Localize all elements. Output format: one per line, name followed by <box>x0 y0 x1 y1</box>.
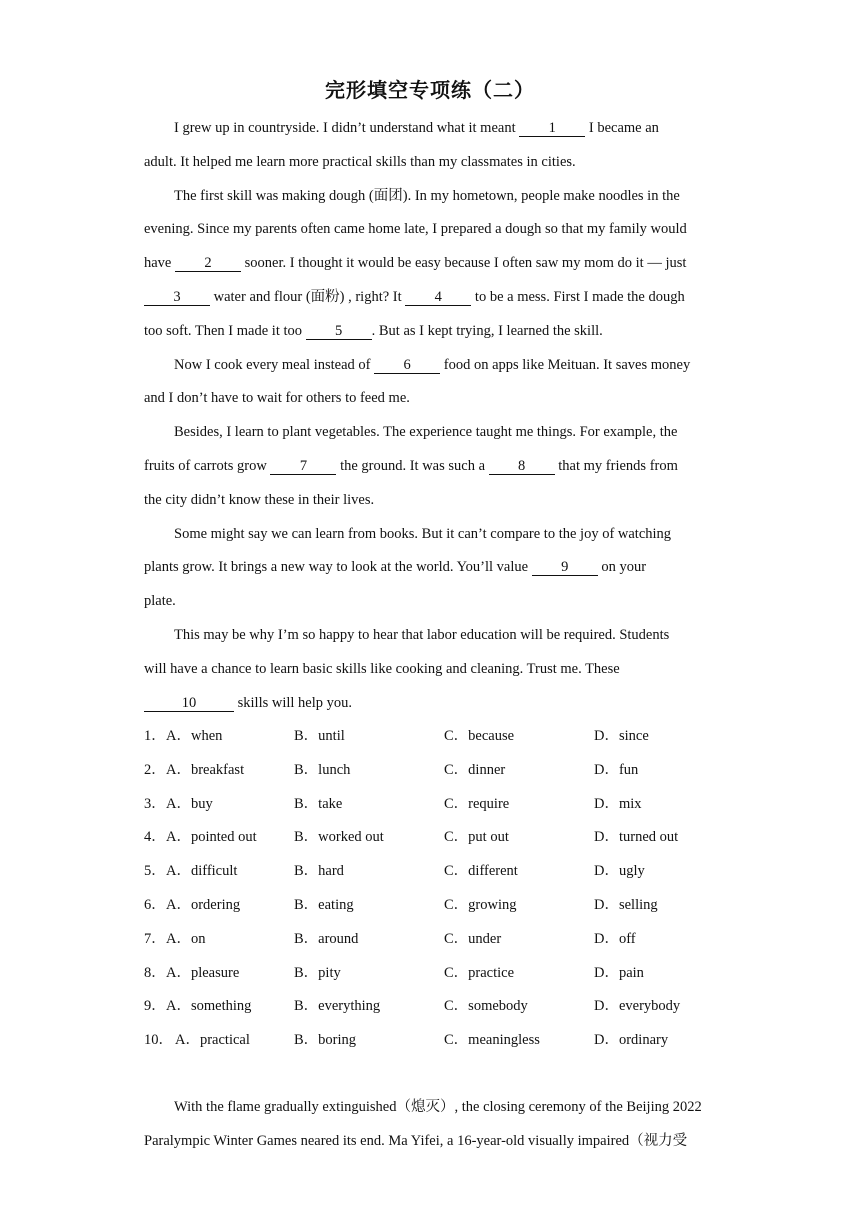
passage-line <box>174 625 669 645</box>
passage-text: I grew up in countryside. I didn’t understand what it meant <box>174 120 520 136</box>
passage-line <box>144 321 603 341</box>
answer-blank-8: 8 <box>489 458 555 475</box>
question-number: 2． <box>144 761 166 778</box>
option-d: D．pain <box>594 964 644 981</box>
option-c: C．dinner <box>444 761 506 778</box>
passage-line <box>174 355 690 375</box>
option-d: D．ordinary <box>594 1032 669 1049</box>
option-c: C．under <box>444 930 502 947</box>
option-c: C．meaningless <box>444 1032 540 1049</box>
option-a: A．on <box>166 930 206 947</box>
passage-text: the city didn’t know these in their lives. <box>144 491 375 508</box>
option-d: D．mix <box>594 795 642 812</box>
answer-blank-9: 9 <box>532 559 598 576</box>
passage-text: plants grow. It brings a new way to look at the world. You’ll value <box>144 559 532 576</box>
passage-line <box>144 456 678 476</box>
passage-text: evening. Since my parents often came home late, I prepared a dough so that my family would <box>144 221 687 238</box>
option-b: B．lunch <box>294 761 351 778</box>
option-d: D．everybody <box>594 998 681 1015</box>
option-d: D．turned out <box>594 829 679 846</box>
option-b: B．hard <box>294 863 344 880</box>
passage-text: on your <box>597 559 647 576</box>
answer-blank-1: 1 <box>519 120 585 137</box>
passage-line <box>174 422 677 442</box>
passage-text: will have a chance to learn basic skills like cooking and cleaning. Trust me. These <box>144 660 620 677</box>
question-number: 8． <box>144 964 166 981</box>
option-a: A．when <box>166 728 223 744</box>
answer-blank-4: 4 <box>405 289 471 306</box>
passage-line <box>174 118 659 138</box>
passage-text: skills will help you. <box>234 694 353 711</box>
passage-text: to be a mess. First I made the dough <box>471 289 685 305</box>
passage-text: Some might say we can learn from books. But it can’t compare to the joy of watching <box>174 525 672 542</box>
passage-text: fruits of carrots grow <box>144 458 271 474</box>
answer-blank-5: 5 <box>306 323 372 340</box>
answer-blank-7: 7 <box>270 458 336 475</box>
option-b: B．boring <box>294 1032 357 1049</box>
passage-line <box>144 287 685 307</box>
option-b: B．around <box>294 930 359 947</box>
passage-text: water and flour (面粉) , right? It <box>210 289 406 305</box>
passage-text: food on apps like Meituan. It saves money <box>440 356 691 373</box>
passage-text: . But as I kept trying, I learned the skill. <box>371 322 603 339</box>
option-c: C．different <box>444 863 518 880</box>
answer-blank-2: 2 <box>175 255 241 272</box>
passage-line <box>144 388 410 408</box>
option-a: A．buy <box>166 795 213 812</box>
option-d: D．selling <box>594 897 658 913</box>
option-c: C．put out <box>444 829 509 846</box>
passage-two-line: Paralympic Winter Games neared its end. Ma Yifei, a 16-year-old visually impaired（视力受 <box>144 1132 688 1149</box>
passage-text: This may be why I’m so happy to hear that labor education will be required. Students <box>174 627 670 643</box>
passage-text: Now I cook every meal instead of <box>174 356 375 373</box>
passage-text: The first skill was making dough (面团). In my hometown, people make noodles in the <box>174 187 680 204</box>
option-d: D．since <box>594 728 649 744</box>
option-c: C．practice <box>444 964 515 981</box>
passage-text: too soft. Then I made it too <box>144 322 306 339</box>
passage-line <box>144 490 374 510</box>
page-title: 完形填空专项练（二） <box>325 78 535 102</box>
passage-line <box>144 219 687 239</box>
option-a: A．breakfast <box>166 761 245 778</box>
passage-line <box>174 186 680 206</box>
option-b: B．worked out <box>294 829 384 846</box>
option-c: C．require <box>444 795 510 812</box>
option-d: D．ugly <box>594 863 645 880</box>
passage-text: the ground. It was such a <box>336 458 489 474</box>
question-number: 5． <box>144 863 166 880</box>
passage-text: have <box>144 255 175 272</box>
option-b: B．until <box>294 728 345 744</box>
passage-line <box>144 591 176 611</box>
passage-line <box>144 253 686 273</box>
option-c: C．because <box>444 728 515 744</box>
option-b: B．everything <box>294 998 381 1015</box>
answer-blank-10: 10 <box>144 695 234 712</box>
answer-blank-3: 3 <box>144 289 210 306</box>
option-c: C．somebody <box>444 998 528 1015</box>
option-c: C．growing <box>444 897 517 913</box>
question-number: 1． <box>144 728 166 744</box>
option-a: A．something <box>166 998 252 1015</box>
answer-blank-6: 6 <box>374 357 440 374</box>
question-number: 3． <box>144 795 166 812</box>
passage-text: that my friends from <box>554 458 678 474</box>
option-d: D．off <box>594 930 636 947</box>
question-number: 6． <box>144 897 166 913</box>
option-b: B．take <box>294 795 343 812</box>
question-number: 7． <box>144 930 166 947</box>
passage-text: I became an <box>585 120 659 136</box>
passage-line <box>174 524 671 544</box>
passage-two-line: With the flame gradually extinguished（熄灭）, the closing ceremony of the Beijing 2022 <box>174 1099 702 1115</box>
question-number: 10． <box>144 1032 173 1049</box>
passage-line <box>144 557 646 577</box>
question-number: 4． <box>144 829 166 846</box>
passage-line <box>144 152 576 172</box>
question-number: 9． <box>144 998 166 1015</box>
option-a: A．difficult <box>166 863 238 880</box>
option-a: A．pleasure <box>166 964 240 981</box>
option-b: B．eating <box>294 897 354 913</box>
passage-text: sooner. I thought it would be easy because I often saw my mom do it — just <box>241 255 687 272</box>
passage-text: Besides, I learn to plant vegetables. The experience taught me things. For example, the <box>174 424 678 441</box>
passage-text: plate. <box>144 593 176 610</box>
passage-text: and I don’t have to wait for others to feed me. <box>144 390 410 407</box>
option-a: A．ordering <box>166 897 241 913</box>
passage-line <box>144 659 620 679</box>
option-b: B．pity <box>294 964 341 981</box>
option-d: D．fun <box>594 761 639 778</box>
passage-line <box>144 693 352 713</box>
passage-text: adult. It helped me learn more practical skills than my classmates in cities. <box>144 153 576 170</box>
option-a: A．practical <box>175 1032 250 1049</box>
option-a: A．pointed out <box>166 829 257 846</box>
